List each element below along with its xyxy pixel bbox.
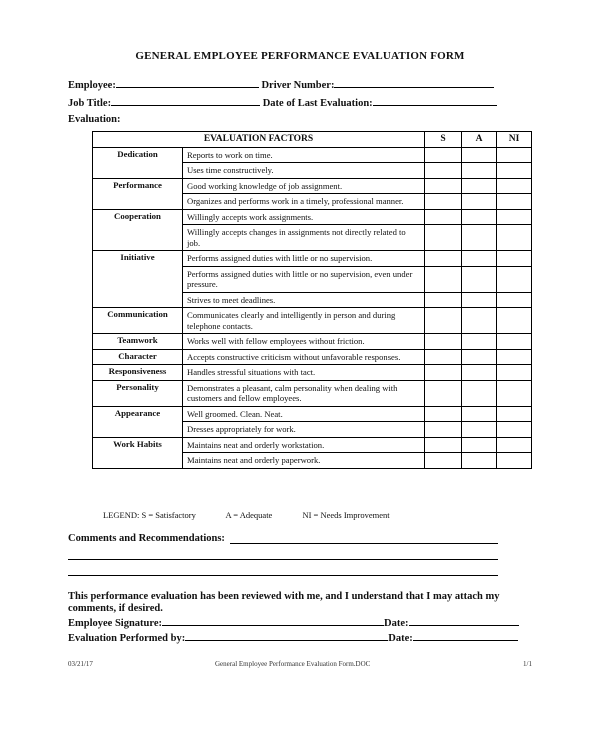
rating-cell-a[interactable] (462, 163, 497, 179)
table-row (93, 147, 532, 163)
header-a: A (462, 132, 497, 148)
category-cell (93, 453, 183, 469)
evaluation-table (92, 131, 532, 469)
table-row (93, 292, 532, 308)
rating-cell-s[interactable] (425, 266, 462, 292)
rating-cell-a[interactable] (462, 147, 497, 163)
category-cell: Character (93, 349, 183, 365)
rating-cell-ni[interactable] (497, 437, 532, 453)
table-row (93, 349, 532, 365)
rating-cell-ni[interactable] (497, 225, 532, 251)
rating-cell-ni[interactable] (497, 251, 532, 267)
rating-cell-s[interactable] (425, 194, 462, 210)
rating-cell-a[interactable] (462, 365, 497, 381)
rating-cell-ni[interactable] (497, 334, 532, 350)
factor-description: Communicates clearly and intelligently in person and during telephone contacts. (183, 308, 425, 334)
rating-cell-ni[interactable] (497, 380, 532, 406)
rating-cell-s[interactable] (425, 178, 462, 194)
employee-row (68, 77, 494, 91)
category-cell (93, 266, 183, 292)
rating-cell-s[interactable] (425, 406, 462, 422)
employee-label: Employee: (68, 80, 116, 91)
signature-date-label: Date: (384, 618, 409, 629)
factor-description: Accepts constructive criticism without unfavorable responses. (183, 349, 425, 365)
rating-cell-s[interactable] (425, 163, 462, 179)
factor-description: Good working knowledge of job assignment. (183, 178, 425, 194)
rating-cell-ni[interactable] (497, 147, 532, 163)
performed-date-field[interactable] (413, 630, 518, 641)
rating-cell-a[interactable] (462, 178, 497, 194)
acknowledgement-text: This performance evaluation has been reviewed with me, and I understand that I may attach my comments, if desired. (68, 591, 500, 614)
category-cell: Teamwork (93, 334, 183, 350)
rating-cell-s[interactable] (425, 292, 462, 308)
table-row (93, 422, 532, 438)
driver-number-field[interactable] (334, 77, 494, 88)
rating-cell-s[interactable] (425, 453, 462, 469)
table-row (93, 266, 532, 292)
rating-cell-a[interactable] (462, 349, 497, 365)
table-row (93, 209, 532, 225)
factor-description: Performs assigned duties with little or no supervision. (183, 251, 425, 267)
factor-description: Reports to work on time. (183, 147, 425, 163)
date-last-evaluation-label: Date of Last Evaluation: (262, 98, 373, 109)
rating-cell-s[interactable] (425, 365, 462, 381)
rating-cell-a[interactable] (462, 194, 497, 210)
employee-signature-row (68, 615, 519, 629)
comments-line-2[interactable] (68, 559, 498, 560)
table-row (93, 163, 532, 179)
rating-cell-s[interactable] (425, 308, 462, 334)
rating-cell-a[interactable] (462, 225, 497, 251)
signature-date-field[interactable] (409, 615, 519, 626)
category-cell: Communication (93, 308, 183, 334)
header-ni: NI (497, 132, 532, 148)
table-row (93, 365, 532, 381)
factor-description: Strives to meet deadlines. (183, 292, 425, 308)
rating-cell-ni[interactable] (497, 178, 532, 194)
factor-description: Handles stressful situations with tact. (183, 365, 425, 381)
table-row (93, 194, 532, 210)
performed-date-label: Date: (388, 633, 413, 644)
rating-cell-s[interactable] (425, 225, 462, 251)
performed-by-field[interactable] (185, 630, 291, 641)
performed-by-field-2[interactable] (291, 630, 388, 641)
comments-line-3[interactable] (68, 575, 498, 576)
rating-cell-ni[interactable] (497, 266, 532, 292)
table-row (93, 308, 532, 334)
rating-cell-s[interactable] (425, 147, 462, 163)
category-cell (93, 292, 183, 308)
header-s: S (425, 132, 462, 148)
table-row (93, 453, 532, 469)
rating-cell-ni[interactable] (497, 209, 532, 225)
driver-number-label: Driver Number: (261, 80, 335, 91)
rating-cell-s[interactable] (425, 209, 462, 225)
category-cell: Performance (93, 178, 183, 194)
employee-field[interactable] (116, 77, 259, 88)
factor-description: Organizes and performs work in a timely, professional manner. (183, 194, 425, 210)
job-title-label: Job Title: (68, 98, 112, 109)
category-cell: Responsiveness (93, 365, 183, 381)
evaluation-row (68, 114, 121, 125)
factor-description: Maintains neat and orderly paperwork. (183, 453, 425, 469)
rating-cell-s[interactable] (425, 334, 462, 350)
rating-cell-a[interactable] (462, 437, 497, 453)
rating-cell-s[interactable] (425, 349, 462, 365)
factor-description: Maintains neat and orderly workstation. (183, 437, 425, 453)
employee-signature-field[interactable] (162, 615, 384, 626)
rating-cell-a[interactable] (462, 266, 497, 292)
rating-cell-ni[interactable] (497, 163, 532, 179)
rating-cell-ni[interactable] (497, 349, 532, 365)
category-cell: Personality (93, 380, 183, 406)
factor-description: Dresses appropriately for work. (183, 422, 425, 438)
factor-description: Willingly accepts changes in assignments not directly related to job. (183, 225, 425, 251)
legend-a: A = Adequate (225, 510, 273, 520)
category-cell: Work Habits (93, 437, 183, 453)
rating-cell-a[interactable] (462, 308, 497, 334)
factor-description: Uses time constructively. (183, 163, 425, 179)
comments-line-1[interactable] (230, 543, 498, 544)
rating-cell-a[interactable] (462, 334, 497, 350)
rating-cell-a[interactable] (462, 380, 497, 406)
table-row (93, 178, 532, 194)
category-cell (93, 194, 183, 210)
table-row (93, 225, 532, 251)
footer-date: 03/21/17 (68, 660, 93, 668)
table-row (93, 251, 532, 267)
table-row (93, 406, 532, 422)
rating-cell-a[interactable] (462, 209, 497, 225)
factor-description: Performs assigned duties with little or no supervision, even under pressure. (183, 266, 425, 292)
category-cell: Appearance (93, 406, 183, 422)
rating-cell-s[interactable] (425, 437, 462, 453)
footer-page: 1/1 (523, 660, 532, 668)
table-row (93, 380, 532, 406)
category-cell: Initiative (93, 251, 183, 267)
table-header-row (93, 132, 532, 148)
performed-by-label: Evaluation Performed by: (68, 633, 186, 644)
factor-description: Willingly accepts work assignments. (183, 209, 425, 225)
rating-cell-s[interactable] (425, 251, 462, 267)
header-evaluation-factors: EVALUATION FACTORS (93, 132, 425, 148)
category-cell (93, 225, 183, 251)
table-row (93, 437, 532, 453)
category-cell (93, 422, 183, 438)
legend (103, 510, 418, 520)
factor-description: Works well with fellow employees without friction. (183, 334, 425, 350)
factor-description: Well groomed. Clean. Neat. (183, 406, 425, 422)
rating-cell-ni[interactable] (497, 308, 532, 334)
category-cell: Dedication (93, 147, 183, 163)
page-title: GENERAL EMPLOYEE PERFORMANCE EVALUATION FORM (135, 50, 465, 62)
rating-cell-ni[interactable] (497, 406, 532, 422)
rating-cell-a[interactable] (462, 251, 497, 267)
category-cell (93, 163, 183, 179)
rating-cell-ni[interactable] (497, 194, 532, 210)
factor-description: Demonstrates a pleasant, calm personality when dealing with customers and fellow employees. (183, 380, 425, 406)
rating-cell-a[interactable] (462, 292, 497, 308)
rating-cell-ni[interactable] (497, 422, 532, 438)
category-cell: Cooperation (93, 209, 183, 225)
rating-cell-ni[interactable] (497, 365, 532, 381)
rating-cell-a[interactable] (462, 422, 497, 438)
table-row (93, 334, 532, 350)
legend-s: LEGEND: S = Satisfactory (103, 510, 196, 520)
job-title-row (68, 95, 497, 109)
rating-cell-ni[interactable] (497, 453, 532, 469)
footer-filename: General Employee Performance Evaluation Form.DOC (215, 660, 371, 668)
performed-by-row (68, 630, 518, 644)
rating-cell-a[interactable] (462, 406, 497, 422)
rating-cell-s[interactable] (425, 422, 462, 438)
rating-cell-s[interactable] (425, 380, 462, 406)
evaluation-label: Evaluation: (68, 114, 121, 125)
rating-cell-a[interactable] (462, 453, 497, 469)
job-title-field[interactable] (111, 95, 260, 106)
date-last-evaluation-field[interactable] (373, 95, 497, 106)
legend-ni: NI = Needs Improvement (302, 510, 390, 520)
rating-cell-ni[interactable] (497, 292, 532, 308)
comments-label: Comments and Recommendations: (68, 533, 225, 544)
employee-signature-label: Employee Signature: (68, 618, 163, 629)
